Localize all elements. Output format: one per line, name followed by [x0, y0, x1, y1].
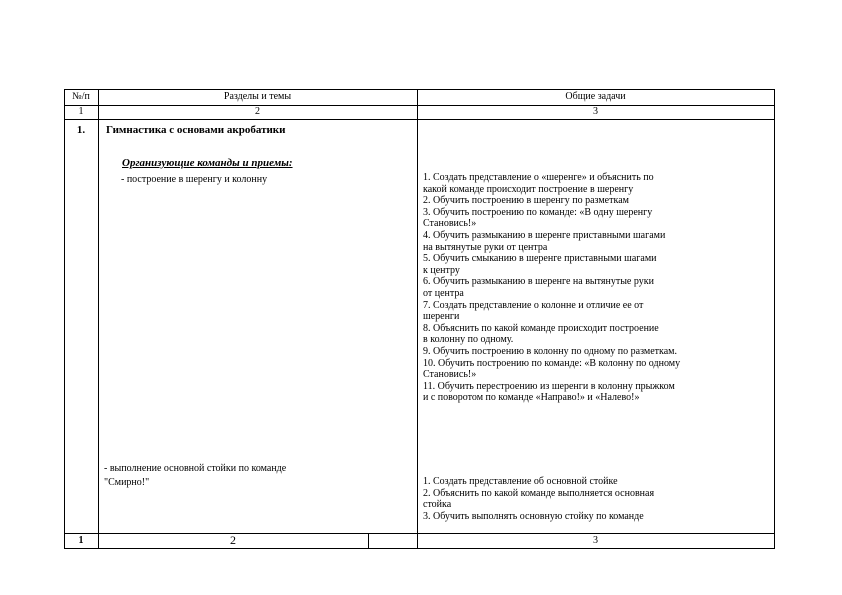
task-line: шеренги: [423, 311, 460, 323]
tasks-block-stance: [423, 476, 743, 522]
table-border-col1: [98, 89, 99, 548]
task-line: какой команде происходит построение в шеренгу: [423, 183, 634, 195]
section-item-formation: - построение в шеренгу и колонну: [121, 174, 268, 185]
task-line: 10. Обучить построению по команде: «В колонну по одному: [423, 357, 681, 369]
section-item-stance-line1: - выполнение основной стойки по команде: [104, 463, 287, 474]
footer-row-c3: 3: [593, 535, 598, 546]
header-number: №/п: [72, 91, 90, 102]
task-line: к центру: [423, 264, 460, 276]
footer-row-c2: 2: [230, 533, 236, 547]
task-line: стойка: [423, 499, 452, 511]
task-line: 4. Обучить размыканию в шеренге приставными шагами: [423, 229, 666, 241]
task-line: от центра: [423, 287, 464, 299]
header-tasks: Общие задачи: [565, 91, 626, 102]
table-border-bottom: [64, 548, 775, 549]
task-line: 1. Создать представление об основной стойке: [423, 476, 618, 487]
numbers-row-c1: 1: [78, 106, 84, 117]
section-number: 1.: [76, 124, 86, 136]
task-line: 11. Обучить перестроению из шеренги в колонну прыжком: [423, 380, 675, 392]
section-item-stance-line2: "Смирно!": [104, 477, 150, 488]
numbers-row-c2: 2: [255, 106, 260, 117]
task-line: 6. Обучить размыканию в шеренге на вытянутые руки: [423, 276, 654, 288]
task-line: 5. Обучить смыканию в шеренге приставными шагами: [423, 253, 657, 265]
footer-row-c1: 1: [78, 535, 84, 546]
header-sections: Разделы и темы: [223, 91, 292, 102]
table-border-numbers-bottom: [64, 119, 775, 120]
numbers-row-c3: 3: [593, 106, 598, 117]
table-border-top: [64, 89, 775, 90]
table-border-col2: [417, 89, 418, 548]
task-line: 2. Обучить построению в шеренгу по разметкам: [423, 195, 629, 207]
tasks-block-formation: [423, 172, 743, 404]
task-line: Становись!»: [423, 218, 477, 230]
task-line: в колонну по одному.: [423, 334, 514, 346]
section-subtitle: Организующие команды и приемы:: [122, 157, 293, 169]
task-line: на вытянутые руки от центра: [423, 241, 548, 253]
task-line: 8. Объяснить по какой команде происходит построение: [423, 322, 659, 334]
task-line: 1. Создать представление о «шеренге» и объяснить по: [423, 172, 654, 183]
task-line: и с поворотом по команде «Направо!» и «Налево!»: [423, 392, 640, 404]
task-line: 3. Обучить построению по команде: «В одну шеренгу: [423, 206, 653, 218]
task-line: 3. Обучить выполнять основную стойку по команде: [423, 510, 644, 522]
table-border-footer-split: [368, 533, 369, 548]
task-line: Становись!»: [423, 369, 477, 381]
task-line: 9. Обучить построению в колонну по одному по разметкам.: [423, 345, 677, 357]
table-border-right: [774, 89, 775, 548]
section-title: Гимнастика с основами акробатики: [106, 124, 286, 136]
task-line: 7. Создать представление о колонне и отличие ее от: [423, 299, 644, 311]
task-line: 2. Объяснить по какой команде выполняется основная: [423, 487, 655, 499]
table-border-left: [64, 89, 65, 548]
